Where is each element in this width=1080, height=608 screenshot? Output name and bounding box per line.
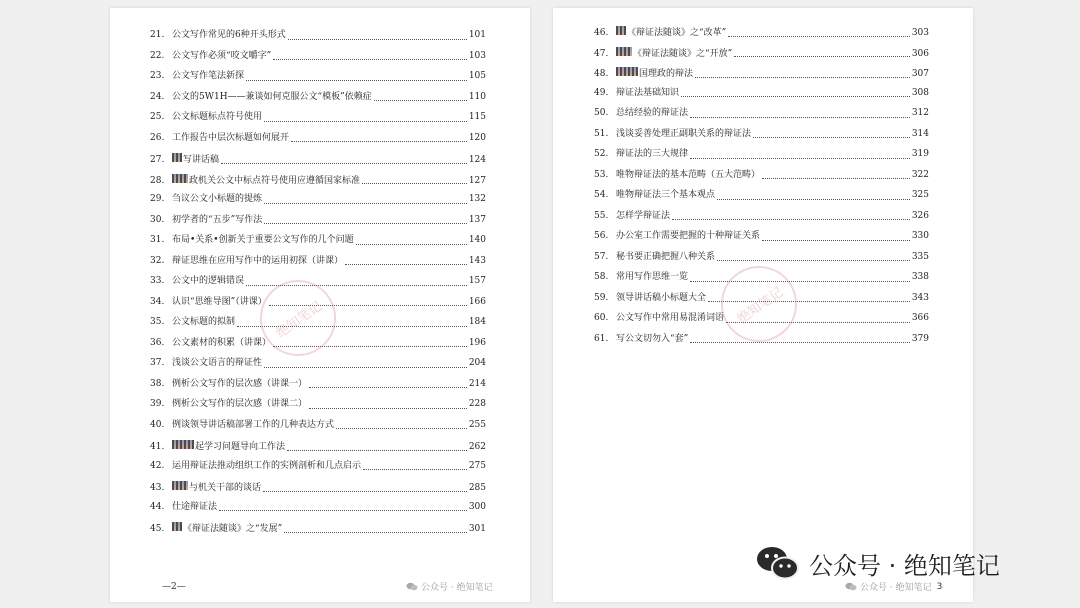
redaction-mark bbox=[172, 481, 188, 490]
toc-entry-page: 196 bbox=[468, 337, 486, 348]
toc-entry-page: 300 bbox=[468, 501, 486, 512]
dot-leader bbox=[672, 212, 910, 220]
toc-entry-title: 写公文切勿入“套” bbox=[616, 333, 689, 344]
toc-entry-number: 30. bbox=[150, 214, 165, 225]
dot-leader bbox=[363, 462, 467, 470]
dot-leader bbox=[246, 73, 467, 81]
toc-entry-title: 唯物辩证法的基本范畴（五大范畴） bbox=[616, 169, 761, 180]
toc-entry bbox=[594, 129, 929, 140]
toc-entry-number: 40. bbox=[150, 419, 165, 430]
toc-entry-number: 21. bbox=[150, 30, 165, 40]
toc-entry-title: 公文素材的积累（讲课） bbox=[172, 337, 272, 348]
toc-entry-title: 领导讲话稿小标题大全 bbox=[616, 292, 707, 303]
dot-leader bbox=[291, 134, 467, 142]
dot-leader bbox=[734, 49, 910, 57]
toc-entry-title: 公文写作常见的6种开头形式 bbox=[172, 30, 286, 40]
toc-entry-page: 143 bbox=[468, 255, 486, 266]
toc-entry-page: 285 bbox=[468, 483, 486, 493]
dot-leader bbox=[221, 156, 467, 164]
toc-entry-number: 36. bbox=[150, 337, 165, 348]
toc-entry-number: 24. bbox=[150, 91, 165, 102]
dot-leader bbox=[264, 196, 467, 204]
toc-entry-title: 辩证法基础知识 bbox=[616, 87, 680, 98]
toc-entry-page: 301 bbox=[468, 524, 486, 534]
overlay-watermark-text: 公众号 · 绝知笔记 bbox=[809, 551, 1000, 580]
document-page-right bbox=[553, 8, 973, 602]
stamp-text: 绝知笔记 bbox=[734, 284, 786, 327]
toc-entry bbox=[150, 440, 486, 453]
dot-leader bbox=[264, 216, 467, 224]
redaction-mark bbox=[616, 67, 638, 76]
toc-entry-number: 32. bbox=[150, 255, 165, 266]
toc-entry-title: 唯物辩证法三个基本观点 bbox=[616, 190, 716, 200]
dot-leader bbox=[287, 443, 467, 451]
dot-leader bbox=[309, 380, 467, 388]
toc-entry bbox=[150, 30, 486, 41]
toc-entry-number: 55. bbox=[594, 210, 609, 221]
dot-leader bbox=[374, 93, 467, 101]
toc-entry-number: 22. bbox=[150, 50, 165, 61]
toc-entry-title: 例析公文写作的层次感（讲课一） bbox=[172, 378, 308, 389]
toc-entry-title: 布局•关系•创新关于重要公文写作的几个问题 bbox=[172, 235, 354, 245]
watermark-text: 公众号 · 绝知笔记 bbox=[421, 583, 493, 593]
toc-entry-page: 338 bbox=[911, 272, 929, 282]
toc-entry-page: 132 bbox=[468, 194, 486, 204]
toc-entry-number: 57. bbox=[594, 251, 609, 262]
toc-entry bbox=[594, 26, 929, 39]
overlay-watermark bbox=[755, 544, 1000, 582]
toc-entry-title: 《辩证法随谈》之“开放” bbox=[633, 48, 733, 59]
toc-entry-title: 仕途辩证法 bbox=[172, 501, 218, 512]
toc-entry-title: 公文标题标点符号使用 bbox=[172, 112, 263, 122]
toc-entry-page: 204 bbox=[468, 358, 486, 368]
toc-entry-title: 刍议公文小标题的提炼 bbox=[172, 194, 263, 204]
toc-entry-title: 怎样学辩证法 bbox=[616, 210, 671, 221]
redaction-mark bbox=[172, 153, 182, 162]
dot-leader bbox=[264, 114, 467, 122]
toc-entry-number: 45. bbox=[150, 524, 165, 534]
toc-entry-page: 120 bbox=[468, 132, 486, 143]
toc-entry-page: 326 bbox=[911, 210, 929, 221]
toc-entry bbox=[150, 51, 486, 62]
toc-entry-number: 28. bbox=[150, 175, 165, 186]
dot-leader bbox=[356, 237, 467, 245]
toc-entry bbox=[150, 71, 486, 82]
toc-entry bbox=[150, 481, 486, 494]
wechat-icon bbox=[755, 544, 799, 582]
dot-leader bbox=[762, 171, 910, 179]
dot-leader bbox=[690, 151, 910, 159]
toc-entry-title: 工作报告中层次标题如何展开 bbox=[172, 132, 290, 143]
toc-entry bbox=[594, 88, 929, 99]
toc-entry bbox=[150, 174, 486, 187]
toc-entry bbox=[594, 190, 929, 201]
toc-entry-title: 起学习问题导向工作法 bbox=[195, 442, 286, 452]
toc-entry-number: 60. bbox=[594, 313, 609, 323]
toc-entry-number: 26. bbox=[150, 132, 165, 143]
toc-entry-number: 58. bbox=[594, 272, 609, 282]
toc-entry-number: 49. bbox=[594, 87, 609, 98]
toc-entry-title: 写讲话稿 bbox=[183, 155, 220, 165]
toc-entry-title: 辩证思维在应用写作中的运用初探（讲课） bbox=[172, 255, 344, 266]
toc-entry bbox=[150, 194, 486, 205]
dot-leader bbox=[762, 233, 910, 241]
page-number: —2— bbox=[162, 582, 186, 592]
toc-entry-number: 37. bbox=[150, 358, 165, 368]
dot-leader bbox=[288, 32, 467, 40]
toc-entry-number: 61. bbox=[594, 333, 609, 344]
toc-entry-page: 255 bbox=[468, 419, 486, 430]
watermark bbox=[406, 580, 493, 593]
toc-entry-number: 56. bbox=[594, 231, 609, 241]
toc-entry-number: 43. bbox=[150, 483, 165, 493]
toc-entry-title: 公文标题的拟制 bbox=[172, 317, 236, 327]
toc-entry-page: 228 bbox=[468, 399, 486, 409]
toc-entry bbox=[594, 67, 929, 80]
toc-entry bbox=[150, 522, 486, 535]
wechat-icon bbox=[406, 582, 418, 591]
toc-entry-number: 31. bbox=[150, 235, 165, 245]
redaction-mark bbox=[616, 26, 626, 35]
toc-entry-title: 公文的5W1H——兼谈如何克服公文“模板”依赖症 bbox=[172, 91, 372, 102]
toc-entry-page: 214 bbox=[468, 378, 486, 389]
toc-entry-title: 初学者的“五步”写作法 bbox=[172, 214, 263, 225]
dot-leader bbox=[273, 52, 467, 60]
toc-entry bbox=[594, 170, 929, 181]
redaction-mark bbox=[616, 47, 632, 56]
toc-entry-title: 公文写作笔法新探 bbox=[172, 71, 245, 81]
toc-entry-title: 认识“思维导图”（讲课） bbox=[172, 296, 267, 307]
dot-leader bbox=[263, 484, 467, 492]
toc-entry-number: 29. bbox=[150, 194, 165, 204]
toc-entry-page: 366 bbox=[911, 313, 929, 323]
toc-entry-page: 262 bbox=[468, 442, 486, 452]
toc-entry bbox=[150, 358, 486, 369]
toc-entry-title: 公文写作中常用易混淆词语 bbox=[616, 313, 725, 323]
dot-leader bbox=[284, 525, 467, 533]
dot-leader bbox=[309, 401, 467, 409]
toc-entry-page: 308 bbox=[911, 87, 929, 98]
stamp-text: 绝知笔记 bbox=[273, 298, 325, 341]
dot-leader bbox=[345, 257, 467, 265]
toc-entry-page: 140 bbox=[468, 235, 486, 245]
toc-entry-number: 27. bbox=[150, 155, 165, 165]
toc-entry-page: 319 bbox=[911, 149, 929, 159]
toc-entry-page: 115 bbox=[468, 112, 486, 122]
toc-entry-page: 157 bbox=[468, 276, 486, 286]
toc-entry-title: 与机关干部的谈话 bbox=[189, 483, 262, 493]
toc-entry-number: 54. bbox=[594, 190, 609, 200]
toc-entry-number: 23. bbox=[150, 71, 165, 81]
toc-entry bbox=[150, 215, 486, 226]
toc-entry-number: 46. bbox=[594, 28, 609, 38]
dot-leader bbox=[362, 176, 467, 184]
toc-entry-title: 浅谈妥善处理正副职关系的辩证法 bbox=[616, 128, 752, 139]
toc-entry-number: 38. bbox=[150, 378, 165, 389]
toc-entry-number: 33. bbox=[150, 276, 165, 286]
toc-entry bbox=[594, 47, 929, 60]
redaction-mark bbox=[172, 440, 194, 449]
toc-entry bbox=[150, 153, 486, 166]
toc-entry-title: 总结经验的辩证法 bbox=[616, 108, 689, 118]
dot-leader bbox=[690, 335, 910, 343]
dot-leader bbox=[690, 274, 910, 282]
toc-entry-page: 312 bbox=[911, 108, 929, 118]
toc-entry-title: 《辩证法随谈》之“改革” bbox=[627, 28, 727, 38]
dot-leader bbox=[219, 503, 467, 511]
page-number: 3 bbox=[936, 581, 943, 592]
dot-leader bbox=[681, 89, 910, 97]
toc-entry bbox=[594, 231, 929, 242]
toc-entry-title: 例析公文写作的层次感（讲课二） bbox=[172, 399, 308, 409]
toc-entry-page: 137 bbox=[468, 214, 486, 225]
toc-entry-page: 322 bbox=[911, 169, 929, 180]
toc-entry bbox=[150, 133, 486, 144]
toc-entry-title: 公文写作必须“咬文嚼字” bbox=[172, 50, 272, 61]
toc-entry-page: 303 bbox=[911, 28, 929, 38]
dot-leader bbox=[336, 421, 467, 429]
toc-entry-number: 52. bbox=[594, 149, 609, 159]
toc-entry bbox=[150, 112, 486, 123]
dot-leader bbox=[753, 130, 910, 138]
toc-entry-page: 325 bbox=[911, 190, 929, 200]
dot-leader bbox=[695, 70, 910, 78]
toc-entry bbox=[150, 502, 486, 513]
toc-entry-page: 127 bbox=[468, 175, 486, 186]
toc-entry-title: 常用写作思维一览 bbox=[616, 272, 689, 282]
toc-entry-number: 59. bbox=[594, 292, 609, 303]
toc-entry-number: 34. bbox=[150, 296, 165, 307]
toc-entry-page: 275 bbox=[468, 460, 486, 471]
dot-leader bbox=[717, 192, 910, 200]
toc-entry-title: 例谈领导讲话稿部署工作的几种表达方式 bbox=[172, 419, 335, 430]
toc-entry-title: 政机关公文中标点符号使用应遵循国家标准 bbox=[189, 175, 361, 186]
toc-entry-page: 101 bbox=[468, 30, 486, 40]
toc-entry-title: 秘书要正确把握八种关系 bbox=[616, 251, 716, 262]
toc-entry-page: 330 bbox=[911, 231, 929, 241]
toc-entry-page: 335 bbox=[911, 251, 929, 262]
toc-entry bbox=[150, 256, 486, 267]
dot-leader bbox=[717, 253, 910, 261]
toc-entry bbox=[150, 399, 486, 410]
toc-entry-page: 306 bbox=[911, 48, 929, 59]
redaction-mark bbox=[172, 522, 182, 531]
toc-entry-number: 51. bbox=[594, 128, 609, 139]
toc-entry-page: 110 bbox=[468, 91, 486, 102]
toc-entry-title: 浅谈公文语言的辩证性 bbox=[172, 358, 263, 368]
toc-entry-page: 307 bbox=[911, 69, 929, 79]
toc-entry-number: 42. bbox=[150, 460, 165, 471]
toc-entry-page: 343 bbox=[911, 292, 929, 303]
toc-entry bbox=[150, 235, 486, 246]
toc-entry-number: 44. bbox=[150, 501, 165, 512]
toc-entry-page: 105 bbox=[468, 71, 486, 81]
toc-entry-page: 166 bbox=[468, 296, 486, 307]
toc-entry-page: 314 bbox=[911, 128, 929, 139]
toc-entry-page: 184 bbox=[468, 317, 486, 327]
toc-entry bbox=[594, 108, 929, 119]
toc-entry-title: 办公室工作需要把握的十种辩证关系 bbox=[616, 231, 761, 241]
toc-entry bbox=[150, 461, 486, 472]
toc-entry-number: 47. bbox=[594, 48, 609, 59]
toc-entry-page: 124 bbox=[468, 155, 486, 165]
toc-entry-number: 53. bbox=[594, 169, 609, 180]
toc-entry-title: 《辩证法随谈》之“发展” bbox=[183, 524, 283, 534]
dot-leader bbox=[728, 29, 910, 37]
toc-entry-page: 103 bbox=[468, 50, 486, 61]
toc-entry-number: 39. bbox=[150, 399, 165, 409]
toc-entry-title: 国理政的辩法 bbox=[639, 69, 694, 79]
toc-entry-number: 35. bbox=[150, 317, 165, 327]
wechat-icon bbox=[845, 582, 857, 591]
toc-entry bbox=[594, 149, 929, 160]
toc-entry-page: 379 bbox=[911, 333, 929, 344]
toc-entry-number: 25. bbox=[150, 112, 165, 122]
dot-leader bbox=[690, 110, 910, 118]
watermark-text: 公众号 · 绝知笔记 bbox=[860, 583, 932, 593]
toc-entry bbox=[150, 92, 486, 103]
toc-entry-title: 运用辩证法推动组织工作的实例剖析和几点启示 bbox=[172, 460, 362, 471]
toc-entry bbox=[150, 379, 486, 390]
toc-entry bbox=[594, 211, 929, 222]
toc-entry bbox=[150, 420, 486, 431]
toc-entry-number: 50. bbox=[594, 108, 609, 118]
toc-entry-number: 48. bbox=[594, 69, 609, 79]
redaction-mark bbox=[172, 174, 188, 183]
toc-entry-title: 公文中的逻辑错误 bbox=[172, 276, 245, 286]
dot-leader bbox=[264, 360, 467, 368]
toc-entry-title: 辩证法的三大规律 bbox=[616, 149, 689, 159]
document-page-left bbox=[110, 8, 530, 602]
toc-entry-number: 41. bbox=[150, 442, 165, 452]
toc-entry bbox=[594, 252, 929, 263]
